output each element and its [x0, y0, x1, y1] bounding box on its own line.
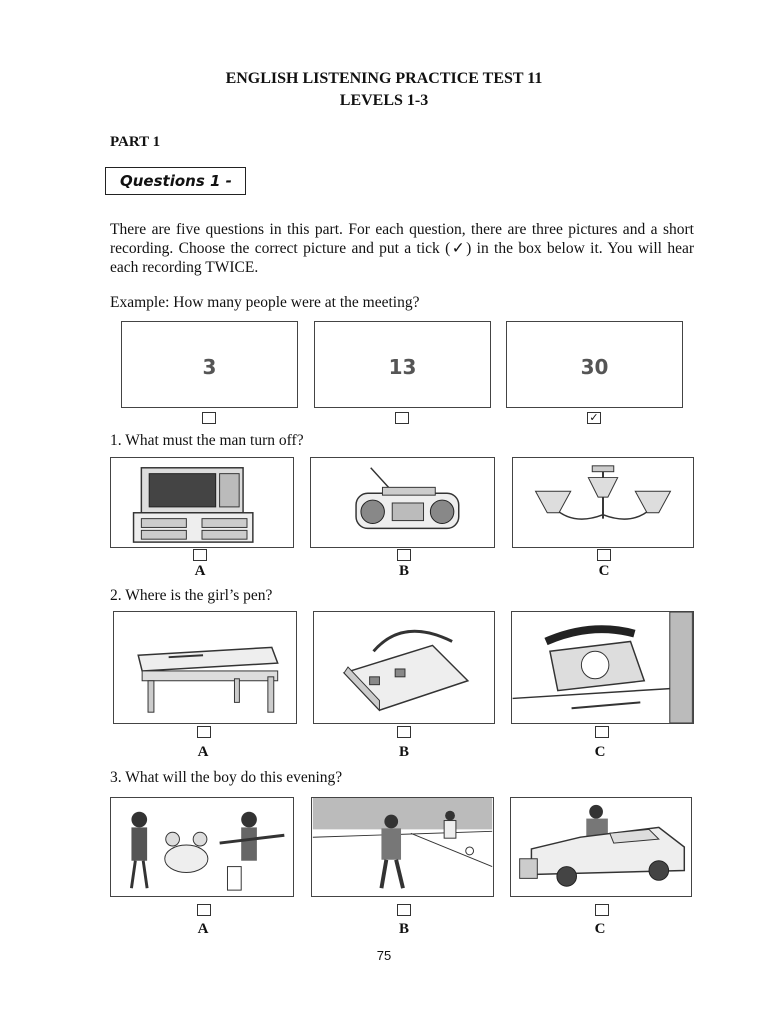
q3-picture-b	[311, 797, 494, 897]
q1-checkbox-a[interactable]	[193, 549, 207, 561]
q3-label-a: A	[197, 921, 209, 937]
test-title: ENGLISH LISTENING PRACTICE TEST 11	[225, 70, 543, 87]
q1-label-c: C	[598, 563, 610, 579]
q2-label-a: A	[197, 744, 209, 760]
question-3-text: 3. What will the boy do this evening?	[110, 769, 343, 786]
telephone-icon	[512, 612, 693, 723]
q3-label-b: B	[398, 921, 409, 937]
instructions-text: There are five questions in this part. For each question, there are three pictures and a short recording. Choose the correct picture and put a tick (✓) in the box below it. You will hear each recording TWICE.	[110, 221, 694, 276]
q3-checkbox-a[interactable]	[197, 904, 211, 916]
questions-box: Questions 1 -	[105, 167, 246, 195]
example-checkbox-c[interactable]: ✓	[587, 412, 601, 424]
band-playing-icon	[111, 798, 293, 896]
q2-label-b: B	[398, 744, 409, 760]
q1-checkbox-c[interactable]	[597, 549, 611, 561]
example-picture-c	[506, 321, 683, 408]
q2-checkbox-a[interactable]	[197, 726, 211, 738]
example-checkbox-b[interactable]	[395, 412, 409, 424]
q1-checkbox-b[interactable]	[397, 549, 411, 561]
question-1-text: 1. What must the man turn off?	[110, 432, 304, 449]
q1-label-b: B	[398, 563, 409, 579]
q1-label-a: A	[194, 563, 206, 579]
football-match-icon	[312, 798, 493, 896]
levels-subtitle: LEVELS 1-3	[339, 92, 429, 109]
q3-label-c: C	[594, 921, 606, 937]
q2-picture-a	[113, 611, 297, 724]
example-checkbox-a[interactable]	[202, 412, 216, 424]
washing-car-icon	[511, 798, 691, 896]
school-bag-icon	[314, 612, 494, 723]
q1-picture-b	[310, 457, 495, 548]
q2-picture-c	[511, 611, 694, 724]
q1-picture-c	[512, 457, 694, 548]
example-number-b: 13	[388, 355, 417, 379]
table-icon	[114, 612, 296, 723]
page-number: 75	[376, 948, 392, 963]
q2-checkbox-b[interactable]	[397, 726, 411, 738]
q2-checkbox-c[interactable]	[595, 726, 609, 738]
example-number-c: 30	[580, 355, 609, 379]
q2-label-c: C	[594, 744, 606, 760]
q1-picture-a	[110, 457, 294, 548]
cassette-radio-icon	[311, 458, 494, 547]
example-number-a: 3	[202, 355, 217, 379]
question-2-text: 2. Where is the girl’s pen?	[110, 587, 273, 604]
q3-picture-c	[510, 797, 692, 897]
example-picture-a	[121, 321, 298, 408]
part-label: PART 1	[110, 134, 161, 150]
q3-picture-a	[110, 797, 294, 897]
ceiling-lamp-icon	[513, 458, 693, 547]
q2-picture-b	[313, 611, 495, 724]
television-cabinet-icon	[111, 458, 293, 547]
q3-checkbox-b[interactable]	[397, 904, 411, 916]
q3-checkbox-c[interactable]	[595, 904, 609, 916]
example-question: Example: How many people were at the meeting?	[110, 294, 420, 311]
example-picture-b	[314, 321, 491, 408]
